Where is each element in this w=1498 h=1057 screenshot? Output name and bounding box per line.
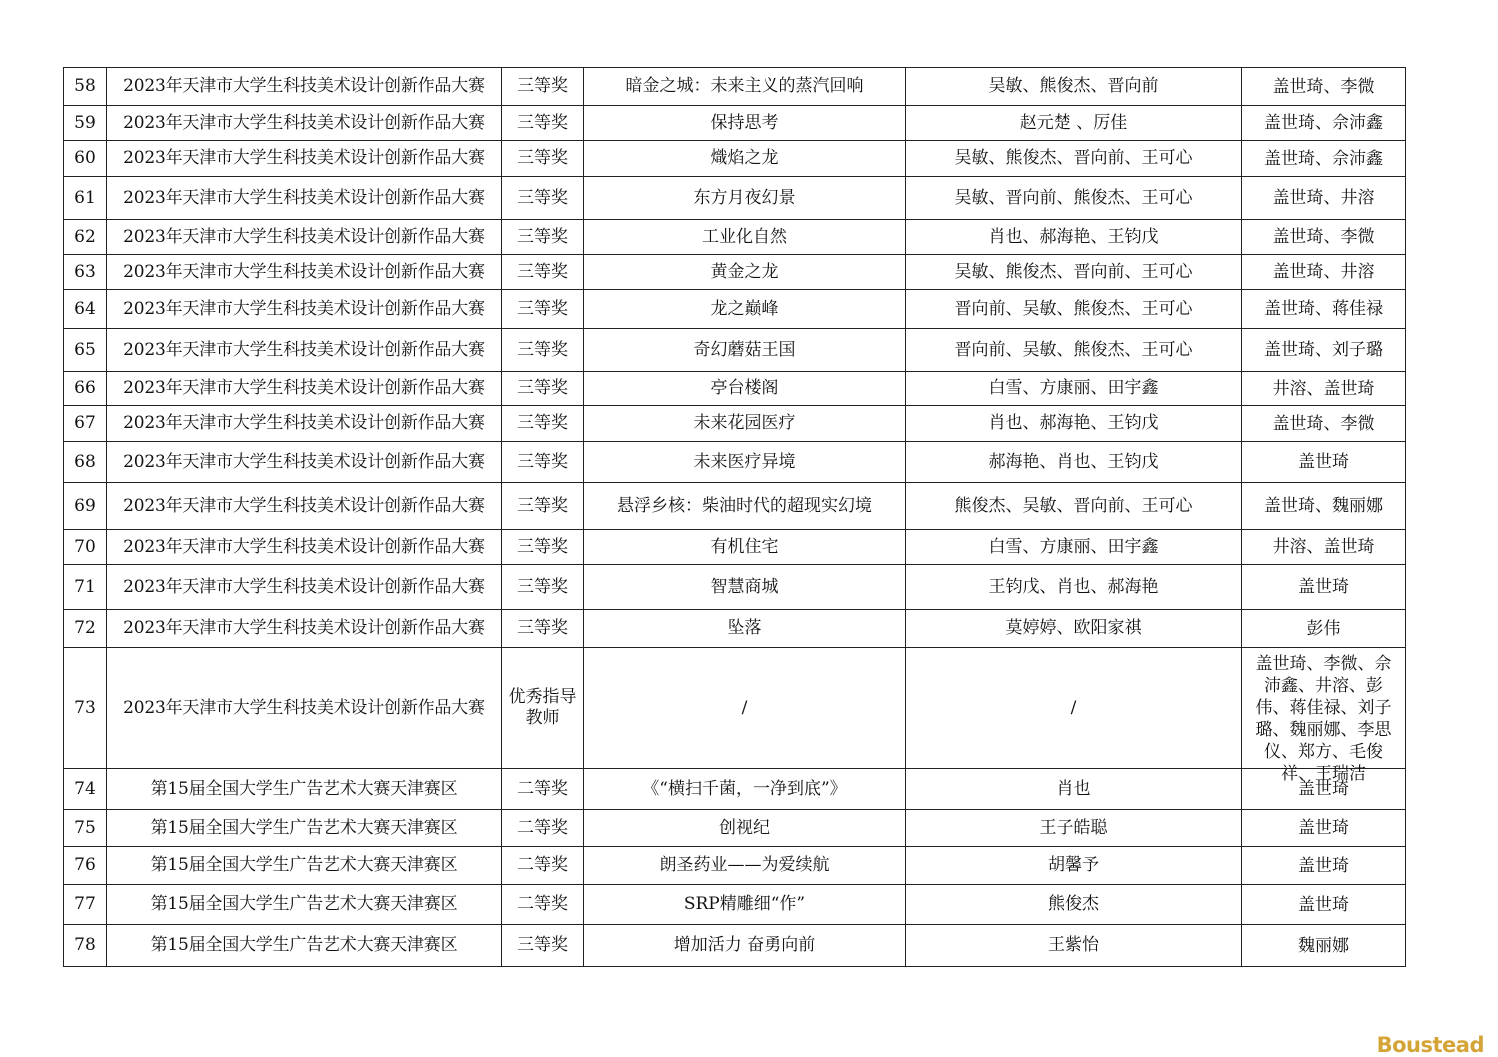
cell-students: 郝海艳、肖也、王钧戊 (906, 442, 1242, 483)
cell-award: 二等奖 (502, 810, 584, 847)
cell-work-title: 创视纪 (584, 810, 906, 847)
cell-advisors: 盖世琦、刘子璐 (1242, 329, 1406, 372)
table-row (64, 442, 1406, 483)
cell-advisors: 盖世琦、佘沛鑫 (1242, 106, 1406, 141)
cell-advisors: 盖世琦、李微 (1242, 68, 1406, 106)
cell-competition: 2023年天津市大学生科技美术设计创新作品大赛 (107, 220, 502, 255)
cell-work-title: 增加活力 奋勇向前 (584, 925, 906, 967)
table-row (64, 141, 1406, 177)
cell-work-title: 黄金之龙 (584, 255, 906, 290)
table-row (64, 769, 1406, 810)
cell-students: 白雪、方康丽、田宇鑫 (906, 372, 1242, 406)
cell-row-number: 69 (64, 483, 107, 530)
cell-work-title: 坠落 (584, 610, 906, 648)
table-row (64, 290, 1406, 329)
table-row (64, 648, 1406, 769)
cell-award: 三等奖 (502, 329, 584, 372)
cell-work-title: 奇幻蘑菇王国 (584, 329, 906, 372)
table-row (64, 372, 1406, 406)
cell-competition: 2023年天津市大学生科技美术设计创新作品大赛 (107, 406, 502, 442)
cell-row-number: 62 (64, 220, 107, 255)
cell-row-number: 67 (64, 406, 107, 442)
table-row (64, 810, 1406, 847)
cell-competition: 第15届全国大学生广告艺术大赛天津赛区 (107, 810, 502, 847)
table-row (64, 106, 1406, 141)
cell-advisors: 盖世琦、蒋佳禄 (1242, 290, 1406, 329)
cell-row-number: 77 (64, 885, 107, 925)
cell-advisors: 盖世琦、李微 (1242, 406, 1406, 442)
cell-row-number: 75 (64, 810, 107, 847)
table-row (64, 847, 1406, 885)
cell-advisors: 盖世琦 (1242, 847, 1406, 885)
cell-row-number: 71 (64, 565, 107, 610)
cell-students: 王紫怡 (906, 925, 1242, 967)
cell-award: 三等奖 (502, 483, 584, 530)
cell-students: 熊俊杰 (906, 885, 1242, 925)
cell-award: 三等奖 (502, 177, 584, 220)
cell-advisors: 盖世琦、李微 (1242, 220, 1406, 255)
cell-award: 优秀指导教师 (502, 648, 584, 769)
cell-award: 三等奖 (502, 255, 584, 290)
cell-students: 王钧戊、肖也、郝海艳 (906, 565, 1242, 610)
cell-students: 肖也 (906, 769, 1242, 810)
cell-competition: 2023年天津市大学生科技美术设计创新作品大赛 (107, 68, 502, 106)
cell-competition: 2023年天津市大学生科技美术设计创新作品大赛 (107, 610, 502, 648)
cell-row-number: 64 (64, 290, 107, 329)
cell-competition: 2023年天津市大学生科技美术设计创新作品大赛 (107, 565, 502, 610)
cell-work-title: 工业化自然 (584, 220, 906, 255)
cell-students: 吴敏、晋向前、熊俊杰、王可心 (906, 177, 1242, 220)
table-row (64, 530, 1406, 565)
cell-students: 吴敏、熊俊杰、晋向前 (906, 68, 1242, 106)
cell-advisors (1242, 648, 1406, 784)
cell-award: 三等奖 (502, 372, 584, 406)
table-row (64, 925, 1406, 967)
awards-table-body (64, 68, 1406, 967)
cell-work-title: / (584, 648, 906, 769)
cell-row-number: 60 (64, 141, 107, 177)
cell-competition: 2023年天津市大学生科技美术设计创新作品大赛 (107, 290, 502, 329)
cell-competition: 2023年天津市大学生科技美术设计创新作品大赛 (107, 177, 502, 220)
table-row (64, 329, 1406, 372)
cell-work-title: 保持思考 (584, 106, 906, 141)
cell-students: 肖也、郝海艳、王钧戊 (906, 406, 1242, 442)
cell-award: 三等奖 (502, 442, 584, 483)
cell-competition: 2023年天津市大学生科技美术设计创新作品大赛 (107, 483, 502, 530)
cell-award: 三等奖 (502, 565, 584, 610)
cell-competition: 第15届全国大学生广告艺术大赛天津赛区 (107, 885, 502, 925)
cell-work-title: 朗圣药业——为爱续航 (584, 847, 906, 885)
table-row (64, 177, 1406, 220)
table-row (64, 406, 1406, 442)
cell-row-number: 76 (64, 847, 107, 885)
cell-students: 王子皓聪 (906, 810, 1242, 847)
cell-advisors: 盖世琦 (1242, 565, 1406, 610)
cell-competition: 2023年天津市大学生科技美术设计创新作品大赛 (107, 648, 502, 769)
cell-work-title: 有机住宅 (584, 530, 906, 565)
cell-students: 吴敏、熊俊杰、晋向前、王可心 (906, 141, 1242, 177)
table-row (64, 68, 1406, 106)
cell-advisors: 盖世琦 (1242, 885, 1406, 925)
cell-award: 三等奖 (502, 406, 584, 442)
watermark-logo: Boustead (1376, 1033, 1484, 1057)
cell-work-title: 暗金之城：未来主义的蒸汽回响 (584, 68, 906, 106)
table-row (64, 483, 1406, 530)
cell-work-title: 《“横扫千菌，一净到底”》 (584, 769, 906, 810)
cell-advisors: 盖世琦、佘沛鑫 (1242, 141, 1406, 177)
cell-award: 三等奖 (502, 68, 584, 106)
advisors-text: 盖世琦、李微、佘沛鑫、井溶、彭伟、蒋佳禄、刘子璐、魏丽娜、李思仪、郑方、毛俊祥、王瑞洁 (1255, 654, 1392, 784)
table-row (64, 255, 1406, 290)
cell-advisors: 盖世琦、井溶 (1242, 177, 1406, 220)
cell-award: 三等奖 (502, 530, 584, 565)
table-row (64, 565, 1406, 610)
cell-work-title: 龙之巅峰 (584, 290, 906, 329)
cell-competition: 2023年天津市大学生科技美术设计创新作品大赛 (107, 141, 502, 177)
cell-competition: 第15届全国大学生广告艺术大赛天津赛区 (107, 925, 502, 967)
cell-advisors: 盖世琦、井溶 (1242, 255, 1406, 290)
cell-students: 吴敏、熊俊杰、晋向前、王可心 (906, 255, 1242, 290)
cell-advisors: 盖世琦 (1242, 442, 1406, 483)
cell-advisors: 彭伟 (1242, 610, 1406, 648)
cell-competition: 2023年天津市大学生科技美术设计创新作品大赛 (107, 530, 502, 565)
cell-award: 三等奖 (502, 141, 584, 177)
cell-award: 三等奖 (502, 106, 584, 141)
cell-row-number: 66 (64, 372, 107, 406)
cell-advisors: 魏丽娜 (1242, 925, 1406, 967)
cell-competition: 2023年天津市大学生科技美术设计创新作品大赛 (107, 442, 502, 483)
cell-advisors: 井溶、盖世琦 (1242, 372, 1406, 406)
cell-advisors: 盖世琦 (1242, 810, 1406, 847)
table-row (64, 610, 1406, 648)
cell-students: 晋向前、吴敏、熊俊杰、王可心 (906, 329, 1242, 372)
cell-work-title: SRP精雕细“作” (584, 885, 906, 925)
cell-work-title: 智慧商城 (584, 565, 906, 610)
cell-competition: 2023年天津市大学生科技美术设计创新作品大赛 (107, 255, 502, 290)
cell-row-number: 68 (64, 442, 107, 483)
cell-award: 二等奖 (502, 847, 584, 885)
cell-work-title: 亭台楼阁 (584, 372, 906, 406)
cell-work-title: 未来花园医疗 (584, 406, 906, 442)
cell-award: 三等奖 (502, 290, 584, 329)
cell-work-title: 悬浮乡核：柴油时代的超现实幻境 (584, 483, 906, 530)
cell-advisors: 盖世琦 (1242, 769, 1406, 810)
cell-competition: 2023年天津市大学生科技美术设计创新作品大赛 (107, 106, 502, 141)
cell-advisors: 井溶、盖世琦 (1242, 530, 1406, 565)
table-row (64, 885, 1406, 925)
cell-row-number: 59 (64, 106, 107, 141)
cell-competition: 第15届全国大学生广告艺术大赛天津赛区 (107, 769, 502, 810)
cell-row-number: 58 (64, 68, 107, 106)
cell-students: 赵元楚 、厉佳 (906, 106, 1242, 141)
cell-work-title: 东方月夜幻景 (584, 177, 906, 220)
cell-competition: 2023年天津市大学生科技美术设计创新作品大赛 (107, 329, 502, 372)
cell-award: 三等奖 (502, 220, 584, 255)
cell-competition: 第15届全国大学生广告艺术大赛天津赛区 (107, 847, 502, 885)
cell-advisors: 盖世琦、魏丽娜 (1242, 483, 1406, 530)
cell-row-number: 78 (64, 925, 107, 967)
cell-award: 二等奖 (502, 885, 584, 925)
cell-students: 晋向前、吴敏、熊俊杰、王可心 (906, 290, 1242, 329)
cell-students: 莫婷婷、欧阳家祺 (906, 610, 1242, 648)
cell-students: 肖也、郝海艳、王钧戊 (906, 220, 1242, 255)
awards-table (63, 67, 1406, 967)
cell-students: 白雪、方康丽、田宇鑫 (906, 530, 1242, 565)
cell-row-number: 65 (64, 329, 107, 372)
cell-award: 三等奖 (502, 610, 584, 648)
cell-award: 三等奖 (502, 925, 584, 967)
cell-row-number: 73 (64, 648, 107, 769)
cell-students: 胡馨予 (906, 847, 1242, 885)
cell-row-number: 61 (64, 177, 107, 220)
table-row (64, 220, 1406, 255)
cell-students: / (906, 648, 1242, 769)
cell-row-number: 70 (64, 530, 107, 565)
cell-work-title: 未来医疗异境 (584, 442, 906, 483)
cell-work-title: 熾焰之龙 (584, 141, 906, 177)
cell-award: 二等奖 (502, 769, 584, 810)
cell-row-number: 72 (64, 610, 107, 648)
cell-row-number: 74 (64, 769, 107, 810)
cell-students: 熊俊杰、吴敏、晋向前、王可心 (906, 483, 1242, 530)
cell-competition: 2023年天津市大学生科技美术设计创新作品大赛 (107, 372, 502, 406)
cell-row-number: 63 (64, 255, 107, 290)
